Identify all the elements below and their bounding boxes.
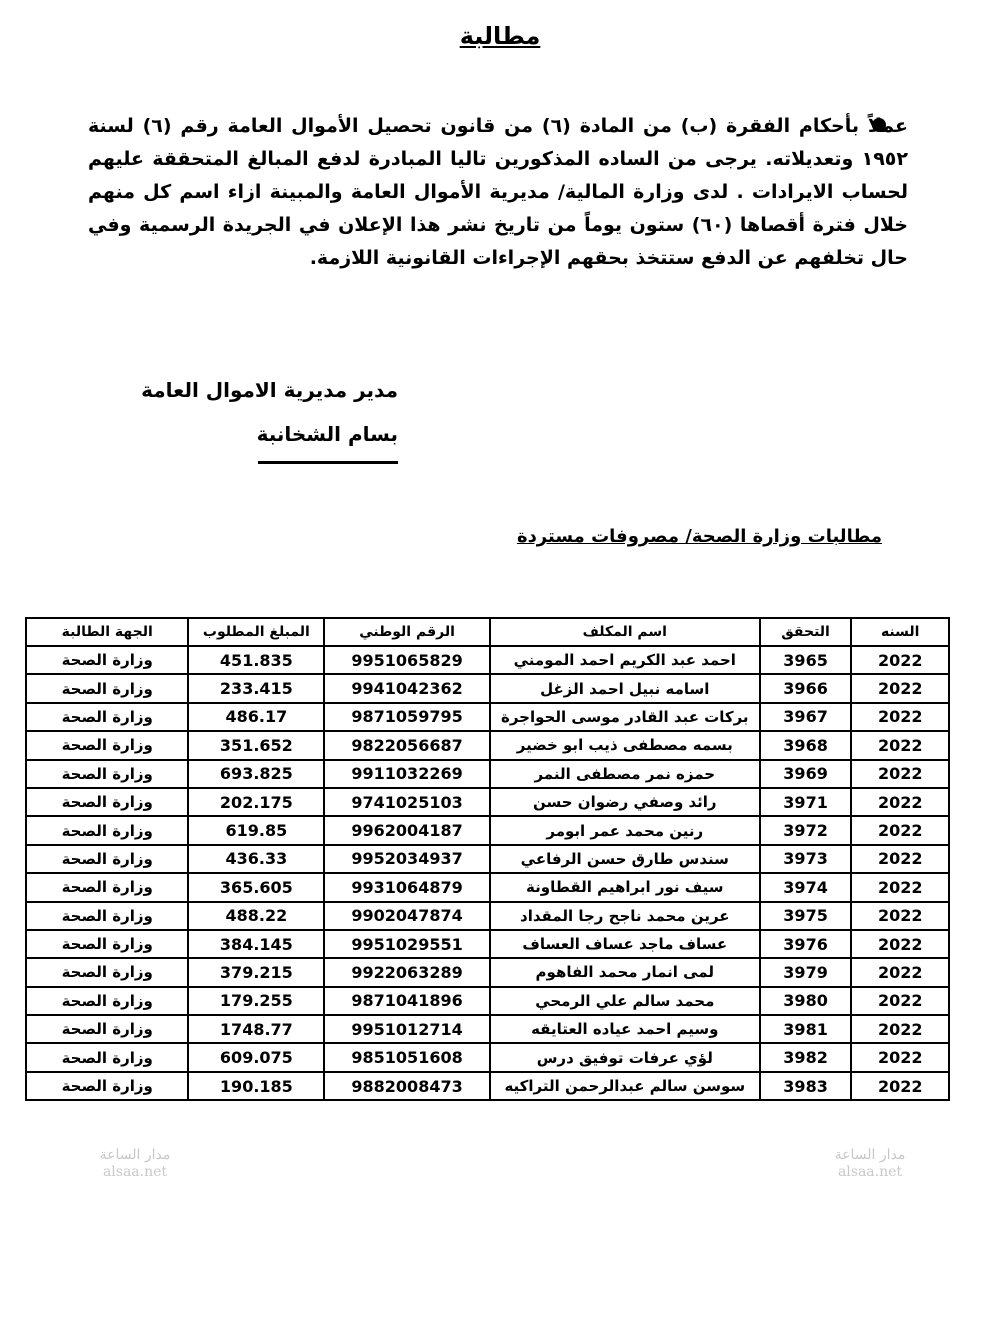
cell-amount: 202.175	[188, 788, 324, 816]
cell-party: وزارة الصحة	[26, 958, 188, 986]
header-requesting-party: الجهة الطالبة	[26, 618, 188, 646]
signature-block	[118, 422, 398, 470]
cell-national-id: 9882008473	[324, 1072, 490, 1100]
cell-verification: 3974	[760, 873, 852, 901]
cell-year: 2022	[851, 1015, 949, 1043]
cell-national-id: 9851051608	[324, 1043, 490, 1071]
cell-name: لمى انمار محمد الفاهوم	[490, 958, 760, 986]
header-amount: المبلغ المطلوب	[188, 618, 324, 646]
cell-party: وزارة الصحة	[26, 731, 188, 759]
cell-name: محمد سالم علي الرمحي	[490, 987, 760, 1015]
table-row	[26, 731, 949, 759]
section-title: مطالبات وزارة الصحة/ مصروفات مستردة	[516, 526, 882, 547]
cell-year: 2022	[851, 646, 949, 674]
cell-amount: 384.145	[188, 930, 324, 958]
watermark-url: alsaa.net	[837, 1164, 903, 1180]
cell-amount: 451.835	[188, 646, 324, 674]
cell-national-id: 9871041896	[324, 987, 490, 1015]
cell-national-id: 9931064879	[324, 873, 490, 901]
cell-party: وزارة الصحة	[26, 873, 188, 901]
table-row	[26, 958, 949, 986]
cell-verification: 3971	[760, 788, 852, 816]
cell-party: وزارة الصحة	[26, 845, 188, 873]
table-row	[26, 1015, 949, 1043]
cell-party: وزارة الصحة	[26, 1043, 188, 1071]
cell-party: وزارة الصحة	[26, 674, 188, 702]
cell-verification: 3966	[760, 674, 852, 702]
cell-year: 2022	[851, 760, 949, 788]
cell-amount: 619.85	[188, 816, 324, 844]
cell-amount: 379.215	[188, 958, 324, 986]
cell-name: سندس طارق حسن الرفاعي	[490, 845, 760, 873]
cell-year: 2022	[851, 1072, 949, 1100]
cell-name: حمزه نمر مصطفى النمر	[490, 760, 760, 788]
cell-year: 2022	[851, 987, 949, 1015]
cell-verification: 3973	[760, 845, 852, 873]
table-row	[26, 646, 949, 674]
cell-verification: 3982	[760, 1043, 852, 1071]
table-header-row	[26, 618, 949, 646]
watermark-arabic: مدار الساعة	[834, 1147, 906, 1163]
cell-amount: 436.33	[188, 845, 324, 873]
cell-amount: 486.17	[188, 703, 324, 731]
cell-national-id: 9951065829	[324, 646, 490, 674]
cell-amount: 488.22	[188, 902, 324, 930]
cell-year: 2022	[851, 958, 949, 986]
cell-verification: 3969	[760, 760, 852, 788]
header-verification: التحقق	[760, 618, 852, 646]
cell-name: رائد وصفي رضوان حسن	[490, 788, 760, 816]
cell-party: وزارة الصحة	[26, 987, 188, 1015]
cell-national-id: 9822056687	[324, 731, 490, 759]
header-taxpayer-name: اسم المكلف	[490, 618, 760, 646]
cell-name: لؤي عرفات توفيق درس	[490, 1043, 760, 1071]
claims-table	[25, 617, 950, 1101]
announcement-paragraph: عملاً بأحكام الفقرة (ب) من المادة (٦) من قانون تحصيل الأموال العامة رقم (٦) لسنة ١٩٥٢ وتعديلاته. يرجى من الساده المذكورين تاليا المبادرة لدفع المبالغ المتحققة عليهم لحساب الايرادات . لدى وزارة المالية/ مديرية الأموال العامة والمبينة ازاء اسم كل منهم خلال فترة أقصاها (٦٠) ستون يوماً من تاريخ نشر هذا الإعلان في الجريدة الرسمية وفي حال تخلفهم عن الدفع ستتخذ بحقهم الإجراءات القانونية اللازمة.	[88, 115, 909, 269]
cell-name: بركات عبد القادر موسى الحواجرة	[490, 703, 760, 731]
cell-year: 2022	[851, 674, 949, 702]
cell-verification: 3965	[760, 646, 852, 674]
cell-year: 2022	[851, 788, 949, 816]
cell-party: وزارة الصحة	[26, 760, 188, 788]
cell-amount: 179.255	[188, 987, 324, 1015]
cell-party: وزارة الصحة	[26, 930, 188, 958]
cell-amount: 609.075	[188, 1043, 324, 1071]
cell-name: وسيم احمد عياده العتايقه	[490, 1015, 760, 1043]
cell-party: وزارة الصحة	[26, 1015, 188, 1043]
cell-year: 2022	[851, 816, 949, 844]
cell-amount: 233.415	[188, 674, 324, 702]
table-row	[26, 1043, 949, 1071]
cell-party: وزارة الصحة	[26, 788, 188, 816]
cell-year: 2022	[851, 1043, 949, 1071]
cell-verification: 3980	[760, 987, 852, 1015]
cell-national-id: 9962004187	[324, 816, 490, 844]
watermark-right	[815, 1147, 925, 1181]
watermark-url: alsaa.net	[102, 1164, 168, 1180]
table-row	[26, 760, 949, 788]
table-row	[26, 703, 949, 731]
cell-name: عساف ماجد عساف العساف	[490, 930, 760, 958]
watermark-arabic: مدار الساعة	[99, 1147, 171, 1163]
cell-name: بسمه مصطفى ذيب ابو خضير	[490, 731, 760, 759]
cell-party: وزارة الصحة	[26, 902, 188, 930]
cell-amount: 693.825	[188, 760, 324, 788]
table-row	[26, 845, 949, 873]
cell-party: وزارة الصحة	[26, 1072, 188, 1100]
cell-amount: 351.652	[188, 731, 324, 759]
cell-national-id: 9741025103	[324, 788, 490, 816]
cell-national-id: 9911032269	[324, 760, 490, 788]
cell-name: عرين محمد ناجح رجا المقداد	[490, 902, 760, 930]
table-row	[26, 816, 949, 844]
cell-national-id: 9922063289	[324, 958, 490, 986]
cell-verification: 3981	[760, 1015, 852, 1043]
table-row	[26, 1072, 949, 1100]
table-row	[26, 987, 949, 1015]
cell-national-id: 9902047874	[324, 902, 490, 930]
watermark-left	[80, 1147, 190, 1181]
header-national-id: الرقم الوطني	[324, 618, 490, 646]
cell-party: وزارة الصحة	[26, 703, 188, 731]
cell-year: 2022	[851, 902, 949, 930]
cell-amount: 190.185	[188, 1072, 324, 1100]
cell-year: 2022	[851, 845, 949, 873]
header-year: السنه	[851, 618, 949, 646]
table-row	[26, 674, 949, 702]
cell-national-id: 9871059795	[324, 703, 490, 731]
cell-verification: 3967	[760, 703, 852, 731]
cell-name: سوسن سالم عبدالرحمن التراكيه	[490, 1072, 760, 1100]
cell-year: 2022	[851, 930, 949, 958]
table-row	[26, 930, 949, 958]
cell-national-id: 9941042362	[324, 674, 490, 702]
cell-national-id: 9951029551	[324, 930, 490, 958]
cell-verification: 3972	[760, 816, 852, 844]
cell-year: 2022	[851, 703, 949, 731]
cell-name: احمد عبد الكريم احمد المومني	[490, 646, 760, 674]
cell-name: رنين محمد عمر ابومر	[490, 816, 760, 844]
signature-position: مدير مديرية الاموال العامة	[141, 378, 398, 402]
page-title: مطالبة	[459, 22, 541, 50]
cell-amount: 365.605	[188, 873, 324, 901]
cell-verification: 3976	[760, 930, 852, 958]
cell-amount: 1748.77	[188, 1015, 324, 1043]
cell-verification: 3968	[760, 731, 852, 759]
cell-year: 2022	[851, 731, 949, 759]
table-row	[26, 873, 949, 901]
cell-year: 2022	[851, 873, 949, 901]
cell-party: وزارة الصحة	[26, 646, 188, 674]
cell-name: سيف نور ابراهيم القطاونة	[490, 873, 760, 901]
cell-national-id: 9952034937	[324, 845, 490, 873]
cell-verification: 3983	[760, 1072, 852, 1100]
cell-name: اسامه نبيل احمد الزغل	[490, 674, 760, 702]
cell-verification: 3975	[760, 902, 852, 930]
cell-national-id: 9951012714	[324, 1015, 490, 1043]
signature-line	[258, 461, 398, 464]
table-row	[26, 902, 949, 930]
cell-party: وزارة الصحة	[26, 816, 188, 844]
table-row	[26, 788, 949, 816]
cell-verification: 3979	[760, 958, 852, 986]
signature-name: بسام الشخانبة	[256, 422, 398, 446]
